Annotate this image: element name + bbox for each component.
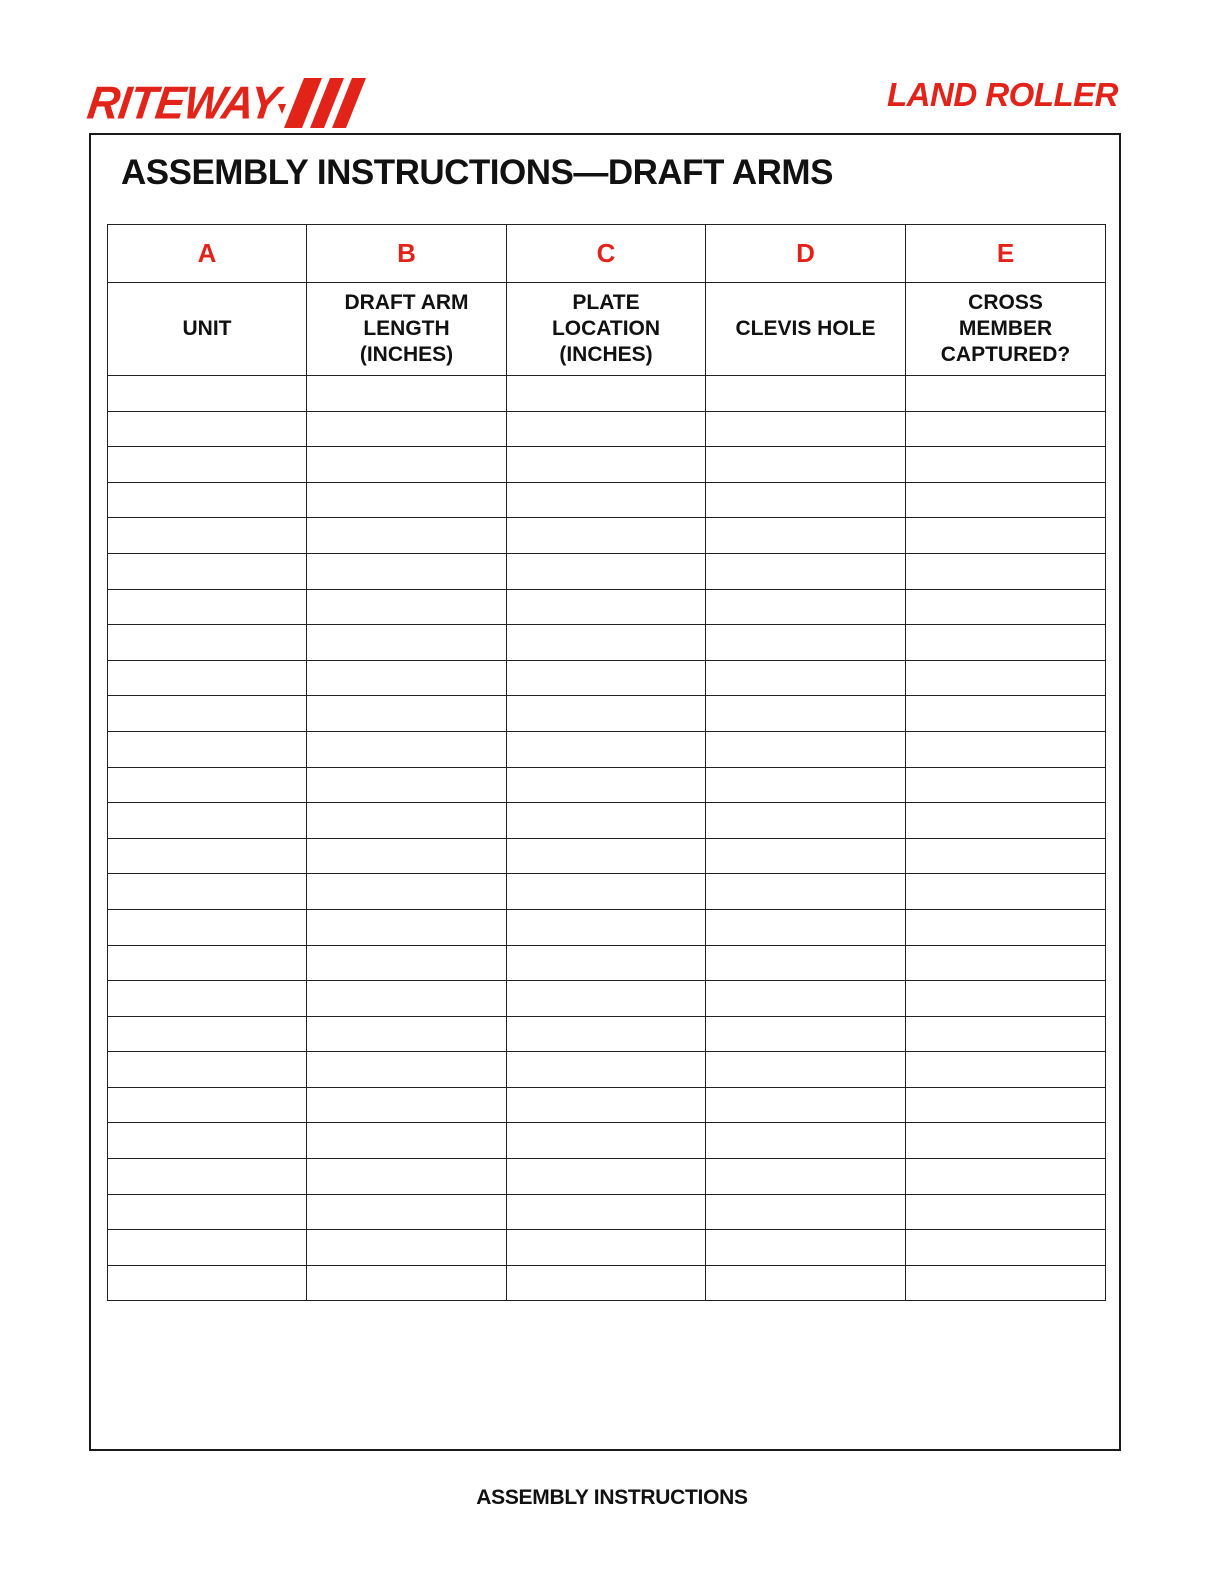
table-cell[interactable] (706, 696, 906, 732)
table-cell[interactable] (906, 1052, 1106, 1088)
table-cell[interactable] (507, 909, 706, 945)
table-cell[interactable] (706, 1194, 906, 1230)
table-cell[interactable] (507, 945, 706, 981)
table-cell[interactable] (108, 376, 307, 412)
table-cell[interactable] (307, 376, 507, 412)
table-cell[interactable] (706, 376, 906, 412)
table-cell[interactable] (307, 660, 507, 696)
table-cell[interactable] (108, 1194, 307, 1230)
column-header-unit: UNIT (108, 283, 307, 376)
table-cell[interactable] (906, 1159, 1106, 1195)
table-cell[interactable] (108, 981, 307, 1017)
table-cell[interactable] (706, 1265, 906, 1301)
table-cell[interactable] (307, 411, 507, 447)
table-cell[interactable] (906, 625, 1106, 661)
table-row (108, 518, 1106, 554)
table-cell[interactable] (706, 589, 906, 625)
table-cell[interactable] (706, 874, 906, 910)
table-cell[interactable] (906, 731, 1106, 767)
table-cell[interactable] (307, 1016, 507, 1052)
table-cell[interactable] (108, 1159, 307, 1195)
table-cell[interactable] (507, 767, 706, 803)
table-cell[interactable] (108, 1087, 307, 1123)
column-header-draft-arm-length: DRAFT ARM LENGTH (INCHES) (307, 283, 507, 376)
table-cell[interactable] (307, 731, 507, 767)
table-cell[interactable] (706, 909, 906, 945)
table-cell[interactable] (706, 945, 906, 981)
table-cell[interactable] (706, 1123, 906, 1159)
table-cell[interactable] (108, 874, 307, 910)
table-cell[interactable] (307, 981, 507, 1017)
table-cell[interactable] (706, 1052, 906, 1088)
table-cell[interactable] (108, 518, 307, 554)
table-cell[interactable] (507, 838, 706, 874)
column-letter-row (108, 225, 1106, 283)
table-cell[interactable] (507, 1052, 706, 1088)
table-cell[interactable] (307, 625, 507, 661)
table-cell[interactable] (906, 909, 1106, 945)
table-cell[interactable] (706, 1016, 906, 1052)
table-row (108, 482, 1106, 518)
table-row (108, 1123, 1106, 1159)
table-cell[interactable] (108, 731, 307, 767)
table-body (108, 376, 1106, 1301)
table-cell[interactable] (906, 874, 1106, 910)
table-cell[interactable] (507, 1159, 706, 1195)
table-cell[interactable] (507, 660, 706, 696)
riteway-logo (84, 70, 370, 130)
land-roller-logo: LAND ROLLER (887, 76, 1118, 113)
table-cell[interactable] (108, 1265, 307, 1301)
table-cell[interactable] (906, 981, 1106, 1017)
table-cell[interactable] (507, 874, 706, 910)
table-cell[interactable] (108, 1230, 307, 1266)
table-cell[interactable] (307, 1265, 507, 1301)
table-cell[interactable] (906, 1016, 1106, 1052)
column-header-row (108, 283, 1106, 376)
table-cell[interactable] (906, 553, 1106, 589)
table-cell[interactable] (108, 625, 307, 661)
table-cell[interactable] (307, 1087, 507, 1123)
table-cell[interactable] (507, 518, 706, 554)
table-cell[interactable] (108, 660, 307, 696)
table-cell[interactable] (507, 1194, 706, 1230)
table-cell[interactable] (906, 660, 1106, 696)
table-cell[interactable] (906, 589, 1106, 625)
table-cell[interactable] (307, 803, 507, 839)
riteway-stripes-icon (278, 74, 370, 128)
table-row (108, 945, 1106, 981)
table-cell[interactable] (906, 447, 1106, 483)
table-cell[interactable] (108, 1052, 307, 1088)
table-cell[interactable] (706, 1230, 906, 1266)
table-cell[interactable] (706, 981, 906, 1017)
table-cell[interactable] (307, 945, 507, 981)
table-cell[interactable] (906, 1194, 1106, 1230)
column-letter: A (108, 225, 307, 283)
riteway-logo-wordmark: RITEWAY (84, 77, 282, 130)
table-cell[interactable] (307, 874, 507, 910)
table-cell[interactable] (507, 411, 706, 447)
table-row (108, 625, 1106, 661)
table-cell[interactable] (108, 447, 307, 483)
page-title: ASSEMBLY INSTRUCTIONS—DRAFT ARMS (121, 153, 833, 192)
table-cell[interactable] (108, 945, 307, 981)
table-cell[interactable] (706, 1159, 906, 1195)
table-cell[interactable] (108, 411, 307, 447)
column-header-clevis-hole: CLEVIS HOLE (706, 283, 906, 376)
table-row (108, 376, 1106, 412)
table-cell[interactable] (507, 589, 706, 625)
table-cell[interactable] (507, 447, 706, 483)
table-cell[interactable] (108, 696, 307, 732)
table-cell[interactable] (906, 411, 1106, 447)
table-cell[interactable] (706, 767, 906, 803)
table-cell[interactable] (507, 803, 706, 839)
table-row (108, 660, 1106, 696)
table-cell[interactable] (108, 838, 307, 874)
table-cell[interactable] (507, 1123, 706, 1159)
table-cell[interactable] (307, 696, 507, 732)
draft-arms-table (107, 224, 1106, 1301)
table-cell[interactable] (706, 447, 906, 483)
table-row (108, 1265, 1106, 1301)
table-cell[interactable] (906, 1087, 1106, 1123)
table-cell[interactable] (108, 803, 307, 839)
table-cell[interactable] (307, 838, 507, 874)
table-cell[interactable] (906, 945, 1106, 981)
table-row (108, 909, 1106, 945)
table-cell[interactable] (906, 518, 1106, 554)
table-cell[interactable] (706, 482, 906, 518)
table-row (108, 803, 1106, 839)
table-row (108, 1230, 1106, 1266)
table-row (108, 589, 1106, 625)
table-cell[interactable] (706, 803, 906, 839)
table-cell[interactable] (108, 553, 307, 589)
table-cell[interactable] (307, 553, 507, 589)
table-cell[interactable] (706, 838, 906, 874)
column-letter: B (307, 225, 507, 283)
footer-label: ASSEMBLY INSTRUCTIONS (476, 1486, 748, 1509)
column-header-plate-location: PLATE LOCATION (INCHES) (507, 283, 706, 376)
column-letter: E (906, 225, 1106, 283)
table-row (108, 1052, 1106, 1088)
table-row (108, 1087, 1106, 1123)
table-row (108, 553, 1106, 589)
table-cell[interactable] (706, 660, 906, 696)
table-cell[interactable] (706, 411, 906, 447)
table-cell[interactable] (307, 1123, 507, 1159)
table-cell[interactable] (307, 1230, 507, 1266)
table-row (108, 1016, 1106, 1052)
table-cell[interactable] (507, 1230, 706, 1266)
table-cell[interactable] (507, 696, 706, 732)
table-cell[interactable] (108, 1123, 307, 1159)
table-cell[interactable] (507, 625, 706, 661)
table-cell[interactable] (706, 731, 906, 767)
table-cell[interactable] (507, 1087, 706, 1123)
table-cell[interactable] (507, 731, 706, 767)
table-cell[interactable] (307, 482, 507, 518)
table-cell[interactable] (307, 1052, 507, 1088)
table-cell[interactable] (507, 1016, 706, 1052)
table-row (108, 767, 1106, 803)
table-cell[interactable] (906, 1123, 1106, 1159)
table-cell[interactable] (307, 1194, 507, 1230)
table-cell[interactable] (108, 1016, 307, 1052)
column-letter: D (706, 225, 906, 283)
table-cell[interactable] (307, 589, 507, 625)
table-cell[interactable] (507, 482, 706, 518)
table-cell[interactable] (906, 767, 1106, 803)
table-cell[interactable] (706, 553, 906, 589)
table-cell[interactable] (906, 376, 1106, 412)
table-cell[interactable] (706, 518, 906, 554)
column-letter: C (507, 225, 706, 283)
table-cell[interactable] (906, 1265, 1106, 1301)
table-cell[interactable] (906, 803, 1106, 839)
table-cell[interactable] (108, 909, 307, 945)
table-row (108, 696, 1106, 732)
table-cell[interactable] (706, 1087, 906, 1123)
table-cell[interactable] (108, 767, 307, 803)
table-row (108, 874, 1106, 910)
table-cell[interactable] (307, 1159, 507, 1195)
table-cell[interactable] (507, 1265, 706, 1301)
table-row (108, 411, 1106, 447)
table-cell[interactable] (108, 589, 307, 625)
table-cell[interactable] (507, 376, 706, 412)
table-cell[interactable] (307, 447, 507, 483)
table-cell[interactable] (307, 518, 507, 554)
table-cell[interactable] (307, 767, 507, 803)
table-cell[interactable] (906, 1230, 1106, 1266)
table-cell[interactable] (906, 482, 1106, 518)
table-cell[interactable] (108, 482, 307, 518)
table-cell[interactable] (906, 838, 1106, 874)
table-row (108, 731, 1106, 767)
table-row (108, 1159, 1106, 1195)
table-cell[interactable] (706, 625, 906, 661)
table-cell[interactable] (507, 553, 706, 589)
table-row (108, 1194, 1106, 1230)
table-row (108, 447, 1106, 483)
table-cell[interactable] (507, 981, 706, 1017)
table-cell[interactable] (906, 696, 1106, 732)
column-header-cross-member-captured: CROSS MEMBER CAPTURED? (906, 283, 1106, 376)
table-cell[interactable] (307, 909, 507, 945)
table-row (108, 838, 1106, 874)
table-row (108, 981, 1106, 1017)
